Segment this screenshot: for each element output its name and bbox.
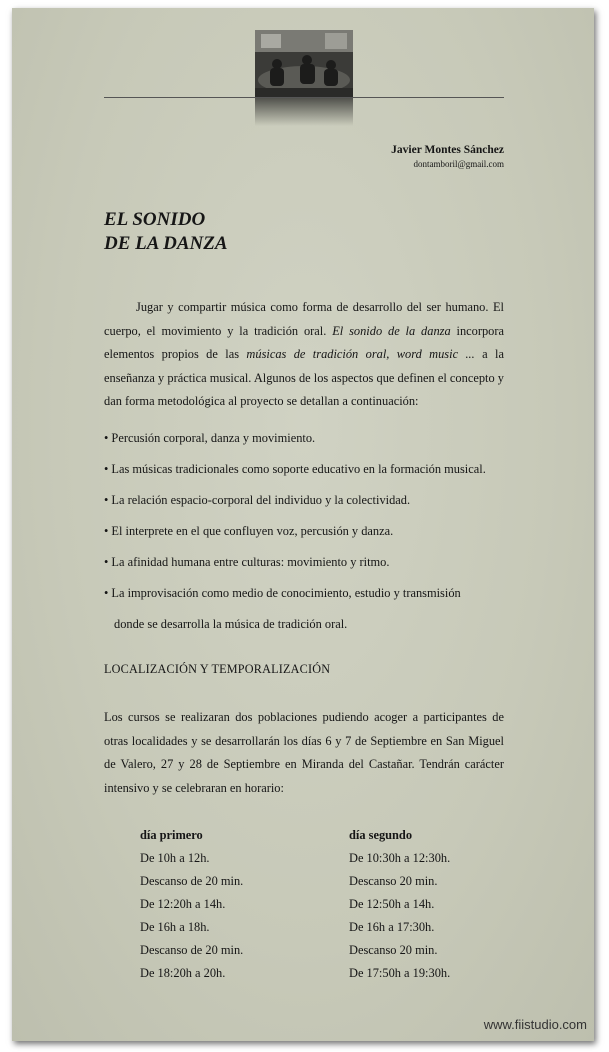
list-item: • La relación espacio-corporal del individuo y la colectividad. <box>104 493 411 507</box>
list-item: • Percusión corporal, danza y movimiento. <box>104 431 316 445</box>
list-item-continuation: donde se desarrolla la música de tradición oral. <box>114 617 348 631</box>
dancers-photo-image <box>255 30 353 98</box>
schedule-row: Descanso de 20 min. <box>140 874 244 888</box>
schedule-day-2 <box>349 824 450 985</box>
intro-emphasis-1: El sonido de la danza <box>332 323 451 338</box>
author-email: dontamboril@gmail.com <box>413 159 504 169</box>
schedule-row: De 10h a 12h. <box>140 851 210 865</box>
document-title <box>104 208 228 256</box>
schedule-row: De 16h a 17:30h. <box>349 920 435 934</box>
list-item: • Las músicas tradicionales como soporte educativo en la formación musical. <box>104 462 486 476</box>
aspects-list <box>104 428 524 645</box>
schedule-day-1 <box>140 824 243 985</box>
intro-text-2: incorpora elementos propios de las <box>104 323 504 361</box>
header-divider <box>104 97 504 98</box>
schedule-row: De 17:50h a 19:30h. <box>349 966 451 980</box>
schedule-paragraph: Los cursos se realizaran dos poblaciones pudiendo acoger a participantes de otras localidades y se desarrollarán los días 6 y 7 de Septiembre en San Miguel de Valero, 27 y 28 de Septiembre en Miranda del Castañar. Tendrán carácter intensivo y se celebraran en horario: <box>104 710 504 795</box>
title-line-1: EL SONIDO <box>104 209 206 230</box>
schedule-row: De 10:30h a 12:30h. <box>349 851 451 865</box>
watermark-link[interactable]: www.fiistudio.com <box>483 1017 587 1032</box>
intro-emphasis-2: músicas de tradición oral, word music ... <box>246 347 475 361</box>
author-name: Javier Montes Sánchez <box>391 144 504 156</box>
schedule-row: Descanso 20 min. <box>349 874 438 888</box>
intro-text-1: Jugar y compartir música como forma de desarrollo del ser humano. El cuerpo, el movimiento y la tradición oral. <box>104 300 504 338</box>
schedule-heading: día segundo <box>349 828 413 842</box>
list-item: • El interprete en el que confluyen voz, percusión y danza. <box>104 524 394 538</box>
schedule-row: De 18:20h a 20h. <box>140 966 226 980</box>
intro-paragraph <box>104 296 504 414</box>
schedule-row: De 12:20h a 14h. <box>140 897 226 911</box>
list-item: • La afinidad humana entre culturas: movimiento y ritmo. <box>104 555 390 569</box>
list-item: • La improvisación como medio de conocimiento, estudio y transmisión <box>104 586 461 600</box>
header-photo <box>255 30 353 98</box>
section-heading: LOCALIZACIÓN Y TEMPORALIZACIÓN <box>104 662 331 676</box>
document-page <box>12 8 594 1041</box>
photo-reflection <box>255 98 353 126</box>
title-line-2: DE LA DANZA <box>104 233 228 254</box>
schedule-row: De 12:50h a 14h. <box>349 897 435 911</box>
intro-text-3: a la enseñanza y práctica musical. Algunos de los aspectos que definen el concepto y dan forma metodológica al proyecto se detallan a continuación: <box>104 347 504 408</box>
schedule-row: De 16h a 18h. <box>140 920 210 934</box>
schedule-heading: día primero <box>140 828 203 842</box>
schedule-row: Descanso de 20 min. <box>140 943 244 957</box>
schedule-row: Descanso 20 min. <box>349 943 438 957</box>
